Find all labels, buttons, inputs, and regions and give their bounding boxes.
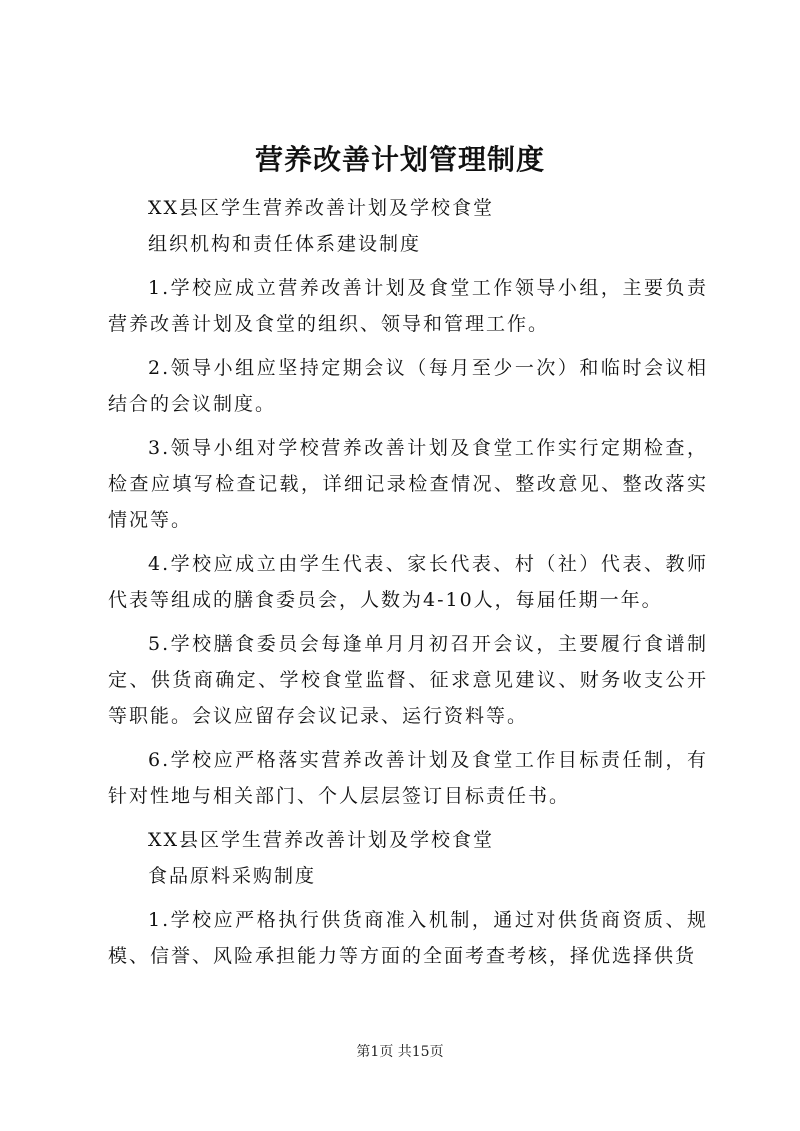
- document-title: 营养改善计划管理制度: [254, 143, 545, 176]
- paragraph-item-2: 2.领导小组应坚持定期会议（每月至少一次）和临时会议相结合的会议制度。: [108, 357, 708, 415]
- paragraph-section-title: 组织机构和责任体系建设制度: [148, 233, 422, 255]
- paragraph-item-3: 3.领导小组对学校营养改善计划及食堂工作实行定期检查，检查应填写检查记载，详细记录检查情况、整改意见、整改落实情况等。: [108, 437, 708, 531]
- paragraph-district-heading: XX县区学生营养改善计划及学校食堂: [148, 197, 495, 219]
- paragraph-item-6: 6.学校应严格落实营养改善计划及食堂工作目标责任制，有针对性地与相关部门、个人层层签订目标责任书。: [108, 749, 708, 807]
- page-number-footer: 第1页 共15页: [356, 1044, 444, 1060]
- paragraph-item-5: 5.学校膳食委员会每逢单月月初召开会议，主要履行食谱制定、供货商确定、学校食堂监督、征求意见建议、财务收支公开等职能。会议应留存会议记录、运行资料等。: [108, 633, 708, 727]
- paragraph-district-heading-2: XX县区学生营养改善计划及学校食堂: [148, 829, 495, 851]
- document-body: [108, 190, 708, 974]
- paragraph-item-4: 4.学校应成立由学生代表、家长代表、村（社）代表、教师代表等组成的膳食委员会，人数为4-10人，每届任期一年。: [108, 553, 708, 611]
- paragraph-procurement-item-1: 1.学校应严格执行供货商准入机制，通过对供货商资质、规模、信誉、风险承担能力等方面的全面考查考核，择优选择供货: [108, 909, 708, 967]
- paragraph-item-1: 1.学校应成立营养改善计划及食堂工作领导小组，主要负责营养改善计划及食堂的组织、领导和管理工作。: [108, 277, 708, 335]
- paragraph-section-title-2: 食品原料采购制度: [148, 865, 317, 887]
